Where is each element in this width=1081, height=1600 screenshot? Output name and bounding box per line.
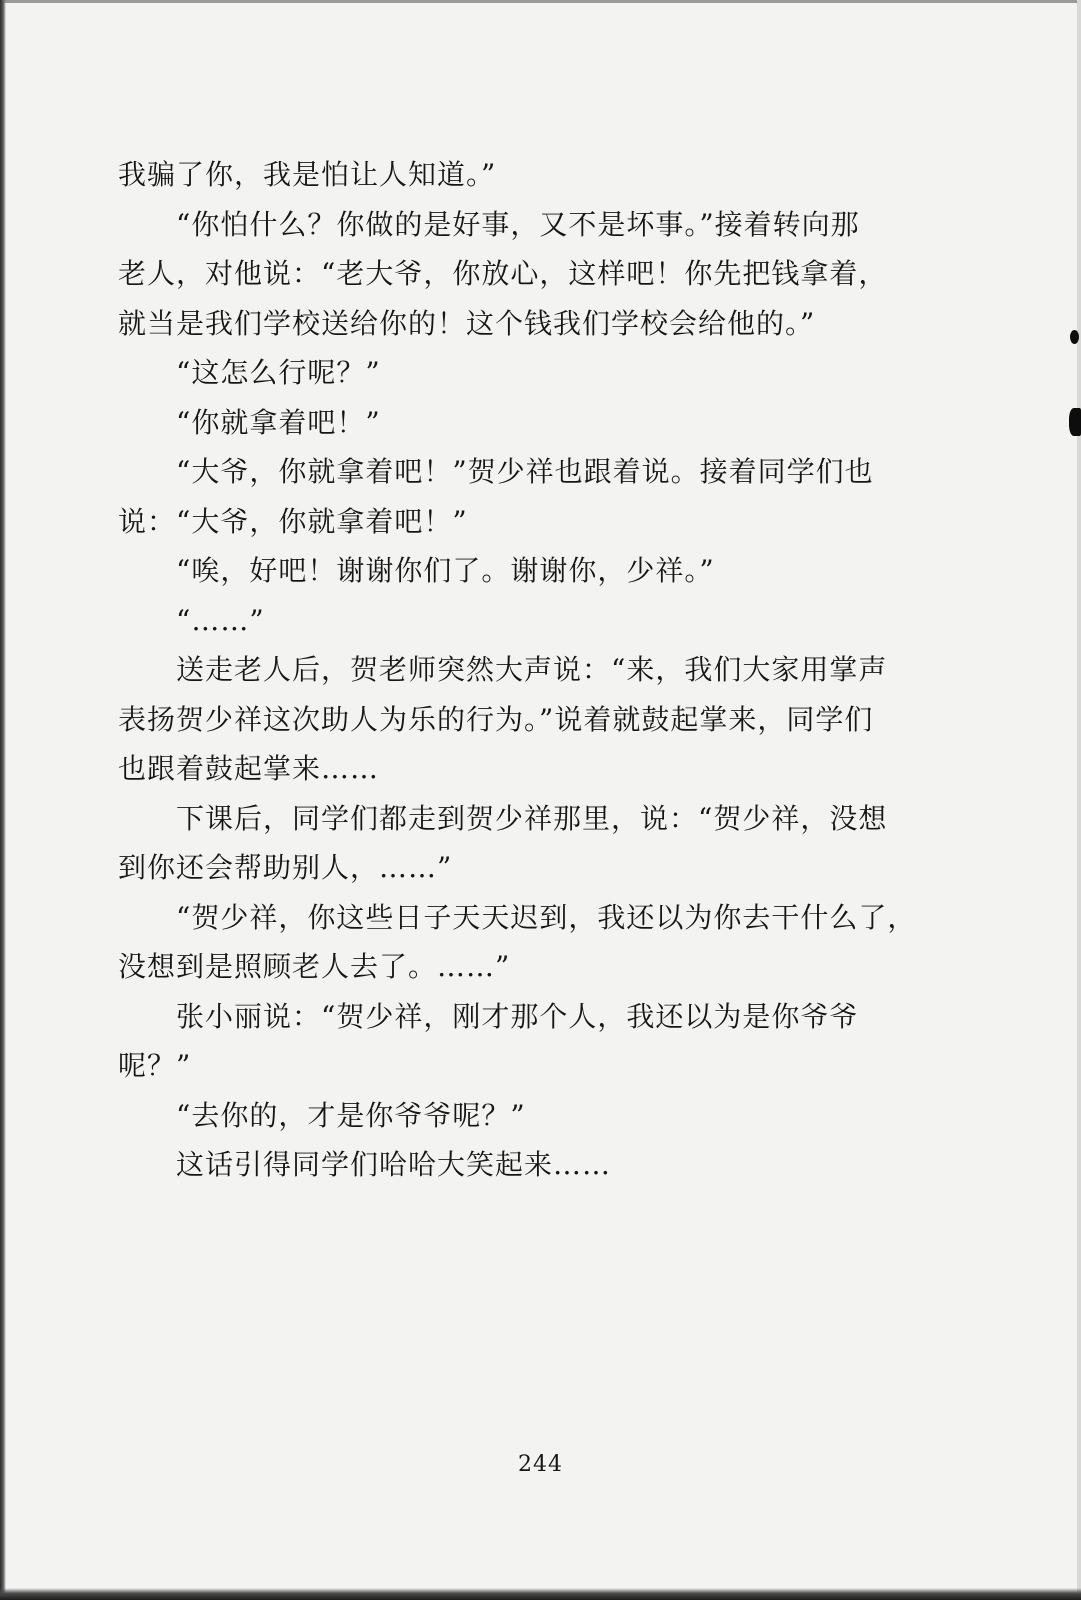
page-number: 244 (518, 1452, 563, 1477)
text-line: 也跟着鼓起掌来…… (118, 752, 380, 785)
text-line: “这怎么行呢？” (176, 356, 381, 389)
text-line: 没想到是照顾老人去了。……” (118, 950, 511, 983)
text-line: 到你还会帮助别人，……” (118, 851, 453, 884)
text-line: 下课后，同学们都走到贺少祥那里，说：“贺少祥，没想 (176, 801, 888, 835)
text-line: “唉，好吧！谢谢你们了。谢谢你，少祥。” (176, 554, 715, 587)
text-line: 我骗了你，我是怕让人知道。” (118, 158, 497, 191)
text-line: “大爷，你就拿着吧！”贺少祥也跟着说。接着同学们也 (176, 455, 874, 488)
text-line: 就当是我们学校送给你的！这个钱我们学校会给他的。” (118, 306, 816, 340)
text-line: 这话引得同学们哈哈大笑起来…… (176, 1148, 612, 1181)
text-line: 老人，对他说：“老大爷，你放心，这样吧！你先把钱拿着， (118, 257, 888, 290)
ink-smudge (1070, 330, 1079, 344)
text-line: “你就拿着吧！” (176, 405, 381, 439)
text-line: “贺少祥，你这些日子天天迟到，我还以为你去干什么了， (176, 900, 917, 934)
text-line: “去你的，才是你爷爷呢？” (176, 1098, 526, 1132)
page-edge-bottom (0, 1588, 1081, 1600)
body-text (118, 150, 948, 1190)
text-line: 呢？” (118, 1049, 192, 1082)
text-line: “……” (176, 603, 265, 637)
page-edge-top (0, 0, 1081, 3)
text-line: “你怕什么？你做的是好事，又不是坏事。”接着转向那 (176, 207, 860, 241)
text-line: 说：“大爷，你就拿着吧！” (118, 504, 468, 538)
ink-smudge (1069, 408, 1081, 436)
page-edge-left (0, 0, 6, 1600)
text-line: 张小丽说：“贺少祥，刚才那个人，我还以为是你爷爷 (176, 999, 859, 1033)
text-line: 送走老人后，贺老师突然大声说：“来，我们大家用掌声 (176, 653, 888, 686)
text-line: 表扬贺少祥这次助人为乐的行为。”说着就鼓起掌来，同学们 (118, 702, 874, 736)
page-edge-right (1077, 0, 1081, 1600)
